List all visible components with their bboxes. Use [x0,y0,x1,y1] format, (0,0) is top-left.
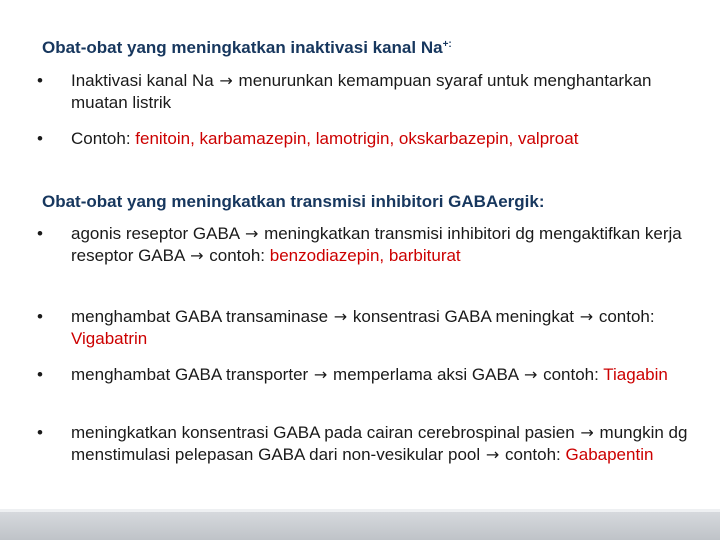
bullet-gaba-csf [30,422,690,466]
bullet-gaba-transaminase [30,306,690,350]
footer-bar [0,512,720,540]
section-heading-gaba [42,192,545,212]
bullet-dot: • [37,365,43,384]
arrow-icon: → [580,423,594,442]
bullet-dot: • [37,224,43,243]
heading-text: Obat-obat yang meningkatkan inaktivasi kanal Na [42,38,443,57]
drug-names: fenitoin, karbamazepin, lamotrigin, okskarbazepin, valproat [135,129,579,148]
bullet-text: agonis reseptor GABA → meningkatkan transmisi inhibitori dg mengaktifkan kerja reseptor GABA → contoh: benzodiazepin, barbiturat [71,224,682,265]
bullet-dot: • [37,307,43,326]
arrow-icon: → [190,246,204,265]
drug-names: Gabapentin [565,445,654,464]
arrow-icon: → [219,71,233,90]
drug-names: Vigabatrin [71,329,148,348]
bullet-dot: • [37,423,43,442]
section-heading-sodium-channel [42,38,452,58]
bullet-text: menghambat GABA transporter → memperlama aksi GABA → contoh: Tiagabin [71,365,668,384]
drug-names: benzodiazepin, barbiturat [269,246,461,265]
bullet-na-inactivation [30,70,690,114]
bullet-gaba-agonist [30,223,690,267]
heading-text: Obat-obat yang meningkatkan transmisi inhibitori GABAergik: [42,192,545,211]
bullet-gaba-transporter [30,364,690,386]
arrow-icon: → [333,307,348,326]
arrow-icon: → [313,365,328,384]
arrow-icon: → [485,445,500,464]
bullet-dot: • [37,129,43,148]
bullet-na-examples [30,128,690,150]
heading-superscript: +: [442,39,452,50]
bullet-text: Inaktivasi kanal Na → menurunkan kemampuan syaraf untuk menghantarkan muatan listrik [71,71,652,112]
bullet-dot: • [37,71,43,90]
bullet-text: Contoh: fenitoin, karbamazepin, lamotrigin, okskarbazepin, valproat [71,129,579,148]
arrow-icon: → [523,365,538,384]
arrow-icon: → [244,224,259,243]
bullet-text: meningkatkan konsentrasi GABA pada cairan cerebrospinal pasien → mungkin dg menstimulasi pelepasan GABA dari non-vesikular pool → contoh: Gabapentin [71,423,688,464]
bullet-text: menghambat GABA transaminase → konsentrasi GABA meningkat → contoh: Vigabatrin [71,307,655,348]
drug-names: Tiagabin [603,365,668,384]
arrow-icon: → [579,307,594,326]
